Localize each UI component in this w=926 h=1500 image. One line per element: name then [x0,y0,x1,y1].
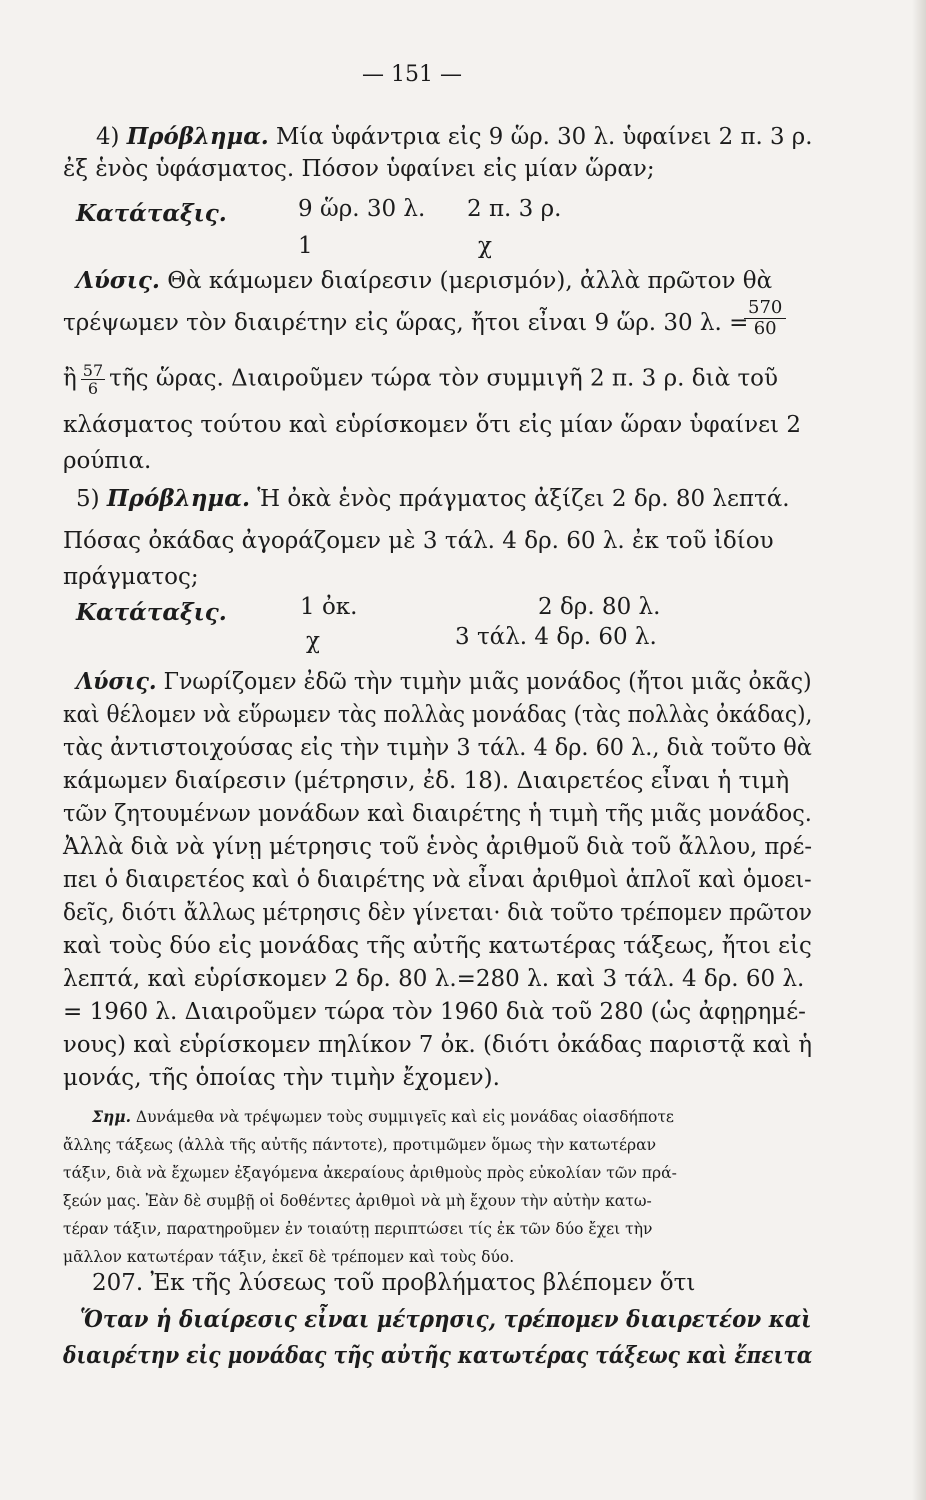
note-line3: τάξιν, διὰ νὰ ἔχωμεν ἐξαγόμενα ἀκεραίους ἀριθμοὺς πρὸς εὐκολίαν τῶν πρά- [63,1164,677,1182]
problem5-solution-line2: καὶ θέλομεν νὰ εὕρωμεν τὰς πολλὰς μονάδας (τὰς πολλὰς ὀκάδας), [63,702,813,728]
problem4-text: Μία ὑφάντρια εἰς 9 ὥρ. 30 λ. ὑφαίνει 2 π. 3 ρ. [268,124,813,150]
problem4-line2: ἐξ ἑνὸς ὑφάσματος. Πόσον ὑφαίνει εἰς μίαν ὥραν; [63,156,655,182]
note-label: Σημ. [92,1107,131,1126]
page-edge-shadow [912,0,926,1500]
problem4-solution-line5: ρούπια. [63,448,152,474]
problem5-line2: Πόσας ὀκάδας ἀγοράζομεν μὲ 3 τάλ. 4 δρ. 60 λ. ἐκ τοῦ ἰδίου [63,528,774,554]
problem4-arr-r2-c2: χ [478,233,492,259]
problem5-arr-r1-c1: 1 ὀκ. [300,594,358,620]
problem4-solution-line4: κλάσματος τούτου καὶ εὑρίσκομεν ὅτι εἰς μίαν ὥραν ὑφαίνει 2 [63,412,802,438]
problem5-line1 [76,486,790,512]
problem5-number: 5) [76,486,107,512]
note-line6: μᾶλλον κατωτέραν τάξιν, ἐκεῖ δὲ τρέπομεν καὶ τοὺς δύο. [63,1248,515,1266]
problem5-solution-line12: νους) καὶ εὑρίσκομεν πηλίκον 7 ὀκ. (διότι ὀκάδας παριστᾷ καὶ ἡ [63,1032,813,1058]
note-line4: ξεών μας. Ἐὰν δὲ συμβῇ οἱ δοθέντες ἀριθμοὶ νὰ μὴ ἔχουν τὴν αὐτὴν κατω- [63,1192,652,1210]
problem4-solution-text: Θὰ κάμωμεν διαίρεσιν (μερισμόν), ἀλλὰ πρῶτον θὰ [159,268,773,294]
fraction-denominator: 60 [753,318,777,339]
problem5-arr-r2-c1: χ [306,628,320,654]
note-line2: ἄλλης τάξεως (ἀλλὰ τῆς αὐτῆς πάντοτε), προτιμῶμεν ὅμως τὴν κατωτέραν [63,1136,657,1154]
problem5-solution-text: Γνωρίζομεν ἐδῶ τὴν τιμὴν μιᾶς μονάδος (ἤτοι μιᾶς ὀκᾶς) [156,669,812,695]
problem4-solution-line1 [76,268,772,294]
problem5-solution-line1 [76,669,812,695]
problem5-solution-label: Λύσις. [76,668,157,695]
problem5-solution-line9: καὶ τοὺς δύο εἰς μονάδας τῆς αὐτῆς κατωτέρας τάξεως, ἤτοι εἰς [63,933,812,959]
problem4-line1 [96,124,812,150]
note-text: Δυνάμεθα νὰ τρέψωμεν τοὺς συμμιγεῖς καὶ εἰς μονάδας οἱασδήποτε [130,1108,674,1126]
problem4-or: ἢ [63,365,77,392]
problem5-solution-line6: Ἀλλὰ διὰ νὰ γίνῃ μέτρησις τοῦ ἑνὸς ἀριθμοῦ διὰ τοῦ ἄλλου, πρέ- [63,834,813,860]
page-number: — 151 — [362,62,462,87]
problem4-title: Πρόβλημα. [126,123,269,150]
problem4-arrangement-label: Κατάταξις. [76,200,227,227]
problem4-solution-line3 [63,362,778,397]
problem4-solution-text3: τῆς ὥρας. Διαιροῦμεν τώρα τὸν συμμιγῆ 2 π. 3 ρ. διὰ τοῦ [109,365,779,392]
section-207-intro: 207. Ἐκ τῆς λύσεως τοῦ προβλήματος βλέπομεν ὅτι [92,1270,696,1296]
section-207-rule-line2: διαιρέτην εἰς μονάδας τῆς αὐτῆς κατωτέρας τάξεως καὶ ἔπειτα [63,1342,813,1369]
problem5-solution-line3: τὰς ἀντιστοιχούσας εἰς τὴν τιμὴν 3 τάλ. 4 δρ. 60 λ., διὰ τοῦτο θὰ [63,735,812,761]
problem4-arr-r1-c1: 9 ὥρ. 30 λ. [298,196,426,222]
section-207-rule-line1: Ὅταν ἡ διαίρεσις εἶναι μέτρησις, τρέπομεν διαιρετέον καὶ [80,1306,812,1333]
problem5-solution-line8: δεῖς, διότι ἄλλως μέτρησις δὲν γίνεται· διὰ τοῦτο τρέπομεν πρῶτον [63,900,812,926]
problem5-title: Πρόβλημα. [106,485,250,512]
problem5-arrangement-label: Κατάταξις. [76,599,227,626]
problem4-arr-r2-c1: 1 [298,233,313,259]
fraction-denominator: 6 [87,379,99,398]
fraction-57-6 [81,362,105,397]
problem5-solution-line5: τῶν ζητουμένων μονάδων καὶ διαιρέτης ἡ τιμὴ τῆς μιᾶς μονάδος. [63,801,812,827]
problem4-number: 4) [96,124,127,150]
note-line5: τέραν τάξιν, παρατηροῦμεν ἐν τοιαύτῃ περιπτώσει τίς ἐκ τῶν δύο ἔχει τὴν [63,1220,653,1238]
fraction-numerator: 57 [82,361,104,380]
note-line1 [92,1107,674,1127]
problem5-solution-line4: κάμωμεν διαίρεσιν (μέτρησιν, ἐδ. 18). Διαιρετέος εἶναι ἡ τιμὴ [63,768,790,794]
problem5-solution-line10: λεπτά, καὶ εὑρίσκομεν 2 δρ. 80 λ.=280 λ. καὶ 3 τάλ. 4 δρ. 60 λ. [63,966,805,992]
problem5-solution-line7: πει ὁ διαιρετέος καὶ ὁ διαιρέτης νὰ εἶναι ἀριθμοὶ ἁπλοῖ καὶ ὁμοει- [63,867,812,893]
problem5-line3: πράγματος; [63,564,199,590]
problem5-solution-line11: = 1960 λ. Διαιροῦμεν τώρα τὸν 1960 διὰ τοῦ 280 (ὡς ἀφῃρημέ- [63,999,806,1025]
problem5-text: Ἡ ὀκὰ ἑνὸς πράγματος ἀξίζει 2 δρ. 80 λεπτά. [249,486,790,512]
problem5-arr-r2-c2: 3 τάλ. 4 δρ. 60 λ. [455,624,657,650]
problem5-solution-line13: μονάς, τῆς ὁποίας τὴν τιμὴν ἔχομεν). [63,1065,500,1091]
fraction-570-60 [744,298,786,339]
problem5-arr-r1-c2: 2 δρ. 80 λ. [538,594,661,620]
problem4-arr-r1-c2: 2 π. 3 ρ. [467,196,562,222]
problem4-solution-line2: τρέψωμεν τὸν διαιρέτην εἰς ὥρας, ἤτοι εἶναι 9 ὥρ. 30 λ. = [63,310,749,336]
problem4-solution-label: Λύσις. [76,267,160,294]
fraction-numerator: 570 [744,298,786,319]
